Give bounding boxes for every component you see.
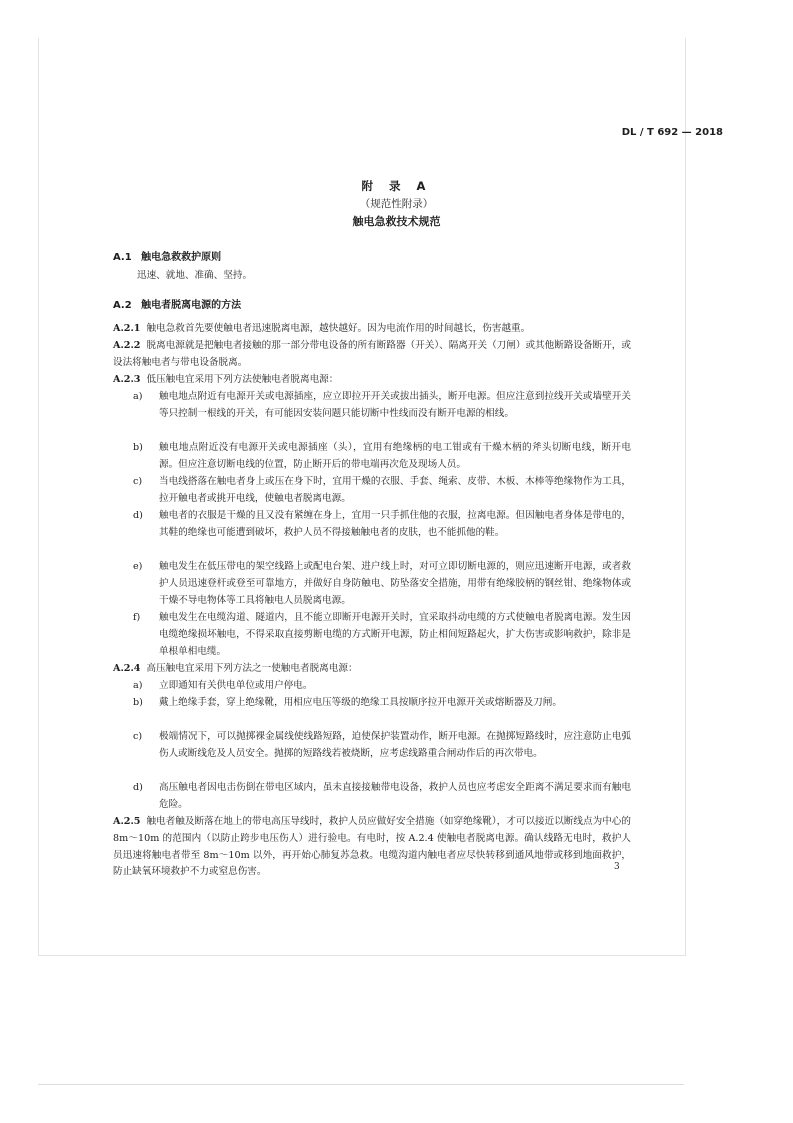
- clause-number: A.2.1: [113, 323, 141, 334]
- annex-name: 触电急救技术规范: [352, 215, 441, 228]
- item-label: d): [133, 510, 143, 521]
- item-label: c): [133, 731, 143, 742]
- clause-text: 触电急救首先要使触电者迅速脱离电源，越快越好。因为电流作用的时间越长，伤害越重。: [146, 323, 531, 334]
- page-number: 3: [614, 862, 620, 872]
- clause-text: 高压触电宜采用下列方法之一使触电者脱离电源：: [146, 663, 358, 674]
- item-label: b): [133, 697, 143, 708]
- section-a1-text: 迅速、就地、准确、坚持。: [137, 270, 253, 281]
- item-label: e): [133, 561, 143, 572]
- list-item: [133, 695, 631, 712]
- clause-number: A.2.3: [113, 374, 141, 385]
- list-item: [133, 440, 631, 474]
- section-number: A.2: [113, 300, 132, 311]
- clause-number: A.2.4: [113, 663, 141, 674]
- list-item: [133, 678, 631, 695]
- list-item: [133, 729, 631, 763]
- footer-divider: [38, 1084, 684, 1085]
- item-text: 触电发生在低压带电的架空线路上或配电台架、进户线上时，对可立即切断电源的，则应迅速断开电源，或者救护人员迅速登杆或登至可靠地方，并做好自身防触电、防坠落安全措施，用带有绝缘胶柄的钢丝钳、绝缘物体或干燥不导电物体等工具将触电人员脱离电源。: [159, 561, 631, 606]
- annex-nature: （规范性附录）: [359, 198, 434, 210]
- list-item: [133, 610, 631, 660]
- clause-a2-4: [113, 661, 631, 678]
- item-text: 触电地点附近有电源开关或电源插座，应立即拉开开关或拔出插头，断开电源。但应注意到拉线开关或墙壁开关等只控制一根线的开关，有可能因安装问题只能切断中性线而没有断开电源的相线。: [159, 391, 631, 419]
- item-text: 当电线搭落在触电者身上或压在身下时，宜用干燥的衣服、手套、绳索、皮带、木板、木棒等绝缘物作为工具，拉开触电者或挑开电线，使触电者脱离电源。: [159, 476, 631, 504]
- item-text: 触电发生在电缆沟道、隧道内，且不能立即断开电源开关时，宜采取抖动电缆的方式使触电者脱离电源。发生因电缆绝缘损坏触电，不得采取直接剪断电缆的方式断开电源，防止相间短路起火，扩大伤害或影响救护，除非是单根单相电缆。: [159, 612, 631, 657]
- item-text: 立即通知有关供电单位或用户停电。: [159, 680, 313, 691]
- item-text: 高压触电者因电击伤倒在带电区域内，虽未直接接触带电设备，救护人员也应考虑安全距离不满足要求而有触电危险。: [159, 782, 631, 810]
- list-item: [133, 508, 631, 542]
- clause-a2-5: [113, 814, 631, 881]
- item-label: a): [133, 680, 143, 691]
- item-text: 戴上绝缘手套，穿上绝缘靴，用相应电压等级的绝缘工具按顺序拉开电源开关或熔断器及刀闸。: [159, 697, 562, 708]
- item-text: 极端情况下，可以抛掷裸金属线使线路短路，迫使保护装置动作，断开电源。在抛掷短路线时，应注意防止电弧伤人或断线危及人员安全。抛掷的短路线若被烧断，应考虑线路重合闸动作后的再次带电。: [159, 731, 631, 759]
- item-text: 触电地点附近没有电源开关或电源插座（头），宜用有绝缘柄的电工钳或有干燥木柄的斧头切断电线，断开电源。但应注意切断电线的位置，防止断开后的带电端再次危及现场人员。: [159, 442, 631, 470]
- standard-code: DL / T 692 — 2018: [621, 127, 723, 138]
- list-item: [133, 780, 631, 814]
- item-text: 触电者的衣服是干燥的且又没有紧缠在身上，宜用一只手抓住他的衣服，拉离电源。但因触电者身体是带电的，其鞋的绝缘也可能遭到破坏，救护人员不得接触触电者的皮肤，也不能抓他的鞋。: [159, 510, 631, 538]
- clause-a2-1: [113, 321, 631, 338]
- list-item: [133, 474, 631, 508]
- list-item: [133, 389, 631, 423]
- clause-number: A.2.2: [113, 340, 141, 351]
- item-label: c): [133, 476, 143, 487]
- clause-number: A.2.5: [113, 816, 141, 827]
- clause-a2-3: [113, 372, 631, 389]
- clause-text: 低压触电宜采用下列方法使触电者脱离电源：: [146, 374, 339, 385]
- section-a2-heading: [113, 296, 241, 311]
- clause-a2-2: [113, 338, 631, 372]
- list-item: [133, 559, 631, 609]
- item-label: a): [133, 391, 143, 402]
- clause-text: 脱离电源就是把触电者接触的那一部分带电设备的所有断路器（开关）、隔离开关（刀闸）或其他断路设备断开，或设法将触电者与带电设备脱离。: [113, 340, 631, 368]
- clause-text: 触电者触及断落在地上的带电高压导线时，救护人员应做好安全措施（如穿绝缘靴），才可以接近以断线点为中心的 8m～10m 的范围内（以防止跨步电压伤人）进行验电。有电时，按 A.2.4 使触电者脱离电源。确认线路无电时，救护人员迅速将触电者带至 8m～10m 以外，再开始心肺复苏急救。电缆沟道内触电者应尽快转移到通风地带或移到地面救护，防止缺氧环境救护不力或窒息伤害。: [113, 816, 631, 878]
- item-label: b): [133, 442, 143, 453]
- annex-title: 附 录 A: [361, 179, 432, 193]
- section-a1-heading: [113, 248, 221, 263]
- section-number: A.1: [113, 252, 132, 263]
- section-title: 触电急救救护原则: [141, 252, 222, 263]
- item-label: d): [133, 782, 143, 793]
- item-label: f): [133, 612, 141, 623]
- section-title: 触电者脱离电源的方法: [141, 300, 242, 311]
